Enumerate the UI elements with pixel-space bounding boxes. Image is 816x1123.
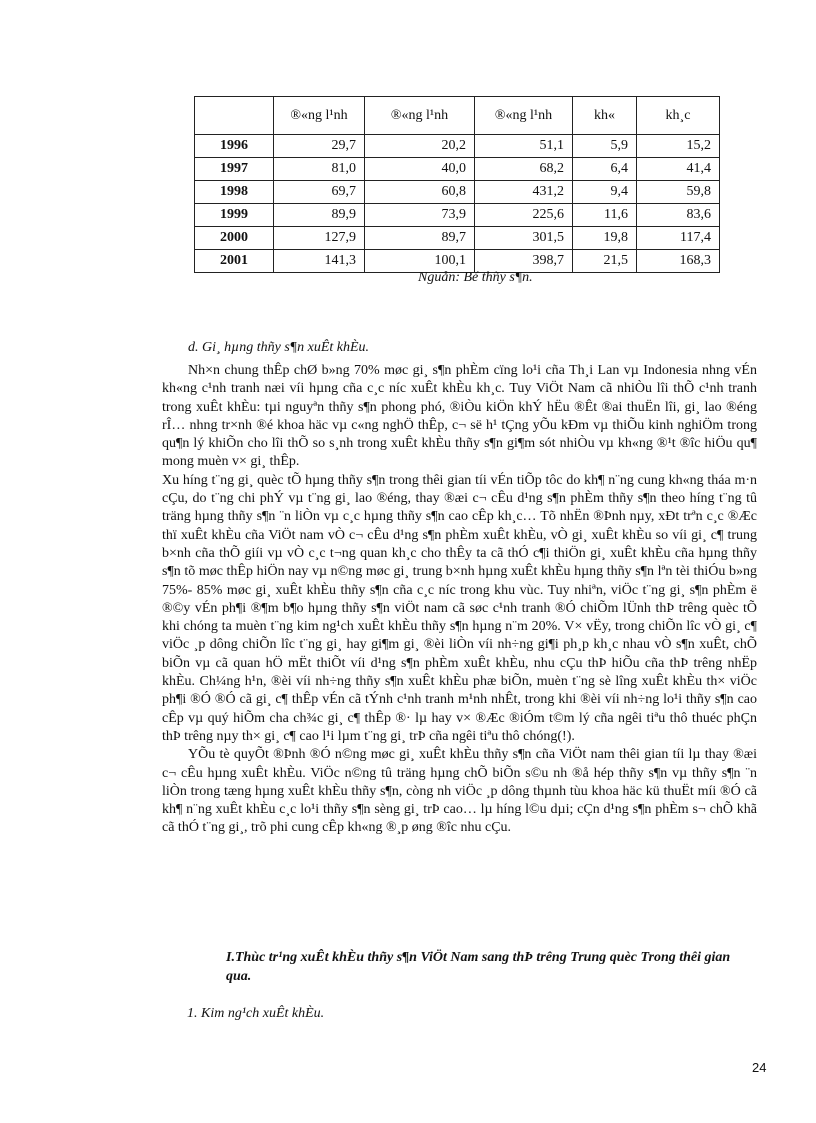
- export-table: [194, 96, 720, 273]
- value-cell: 51,1: [475, 135, 573, 158]
- value-cell: 83,6: [637, 204, 720, 227]
- value-cell: 225,6: [475, 204, 573, 227]
- table-header-cell: ®«ng l¹nh: [274, 97, 365, 135]
- section-1-heading: 1. Kim ng¹ch xuÊt khÈu.: [187, 1006, 325, 1021]
- table-row: [195, 181, 720, 204]
- value-cell: 5,9: [573, 135, 637, 158]
- value-cell: 6,4: [573, 158, 637, 181]
- year-cell: 1999: [195, 204, 274, 227]
- value-cell: 9,4: [573, 181, 637, 204]
- value-cell: 100,1: [365, 250, 475, 273]
- value-cell: 29,7: [274, 135, 365, 158]
- table-source-note: Nguån: Bé thñy s¶n.: [418, 270, 533, 285]
- table-header-cell: ®«ng l¹nh: [475, 97, 573, 135]
- export-table-container: [194, 96, 720, 273]
- value-cell: 117,4: [637, 227, 720, 250]
- value-cell: 127,9: [274, 227, 365, 250]
- table-row: [195, 227, 720, 250]
- value-cell: 81,0: [274, 158, 365, 181]
- table-header-cell: kh¸c: [637, 97, 720, 135]
- value-cell: 59,8: [637, 181, 720, 204]
- value-cell: 68,2: [475, 158, 573, 181]
- value-cell: 301,5: [475, 227, 573, 250]
- value-cell: 60,8: [365, 181, 475, 204]
- paragraph: YÕu tè quyÕt ®Þnh ®Ó n©ng møc gi¸ xuÊt khÈu thñy s¶n cña ViÖt nam thêi gian tíi lµ thay ®æi c¬ cÊu hµng xuÊt khÈu. ViÖc n©ng tû träng hµng chÕ biÕn s©u nh ®å hép thñy s¶n vµ thñy s¶n ¨n liÒn trong tæng hµng xuÊt khÈu thñy s¶n, còng nh viÖc ¸p dông thµnh tùu khoa häc kü thuËt míi ®Ó cã kh¶ n¨ng xuÊt khÈu c¸c lo¹i thñy s¶n sèng gi¸ trÞ cao… lµ híng l©u dµi; cÇn d¹ng s¶n phÈm s¬ chÕ khã cã thÓ t¨ng gi¸, trõ phi cung cÊp kh«ng ®¸p øng ®îc nhu cÇu.: [162, 747, 757, 836]
- value-cell: 69,7: [274, 181, 365, 204]
- paragraph: Nh×n chung thÊp chØ b»ng 70% møc gi¸ s¶n phÈm cïng lo¹i cña Th¸i Lan vµ Indonesia nhng vÉn kh«ng c¹nh tranh næi víi hµng cña c¸c níc xuÊt khÈu kh¸c. Tuy ViÖt Nam cã nhiÒu lîi thÕ c¹nh tranh trong xuÊt khÈu: tµi nguyªn thñy s¶n phong phó, ®iÒu kiÖn khÝ hËu ®Êt ®ai thuËn lîi, gi¸ lao ®éng rÎ… nhng tr×nh ®é khoa häc vµ c«ng nghÖ thÊp, c¬ së h¹ tÇng yÕu kÐm vµ thiÕu kinh nghiÖm trong qu¶n lý khiÕn cho lîi thÕ so s¸nh trong xuÊt khÈu thñy s¶n gi¶m sót nhiÒu vµ kh«ng ®¹t ®îc hiÖu qu¶ mong muèn v× gi¸ thÊp.: [162, 363, 757, 470]
- table-row: [195, 135, 720, 158]
- page-number: 24: [752, 1060, 767, 1075]
- section-I-heading: I.Thùc tr¹ng xuÊt khÈu thñy s¶n ViÖt Nam sang thÞ trêng Trung quèc Trong thêi gian qua.: [226, 950, 731, 984]
- paragraph: Xu híng t¨ng gi¸ quèc tÕ hµng thñy s¶n trong thêi gian tíi vÉn tiÕp tôc do kh¶ n¨ng cung kh«ng tháa m·n cÇu, do t¨ng chi phÝ vµ t¨ng gi¸ lao ®éng, thay ®æi c¬ cÊu d¹ng s¶n phÈm thñy s¶n theo híng t¨ng tû träng hµng thñy s¶n ¨n liÒn vµ c¸c hµng thñy s¶n cao cÊp kh¸c… Tõ nhËn ®Þnh nµy, xÐt trªn c¸c ®Æc thï xuÊt khÈu cña ViÖt nam vÒ c¬ cÊu d¹ng s¶n phÈm xuÊt khÈu, vÒ gi¸ xuÊt khÈu so víi gi¸ c¶ trung b×nh cña thÕ giíi vµ vÒ c¸c t¬ng quan kh¸c cho thÊy ta cã thÓ c¶i thiÖn gi¸ xuÊt khÈu cña hµng thñy s¶n tõ møc thÊp hiÖn nay vµ n©ng møc gi¸ trung b×nh hµng xuÊt khÈu hµng thñy s¶n lªn tèi thiÓu b»ng 75%- 85% møc gi¸ xuÊt khÈu thñy s¶n cña c¸c níc trong khu vùc. Tuy nhiªn, viÖc t¨ng gi¸ s¶n phÈm ë ®©y vÉn ph¶i ®¶m b¶o hµng thñy s¶n viÖt nam cã søc c¹nh tranh ®Ó chiÕm lÜnh thÞ trêng quèc tÕ khi chóng ta muèn t¨ng kim ng¹ch xuÊt khÈu thñy s¶n hµng n¨m 20%. V× vËy, trong chiÕn lîc vÒ gi¸ c¶ viÖc ¸p dông chiÕn lîc t¨ng gi¸ hay gi¶m gi¸ ®èi liÒn víi nh÷ng gi¶i ph¸p kh¸c nhau vÒ s¶n xuÊt, chÕ biÕn vµ cã quan hÖ mËt thiÕt víi d¹ng s¶n phÈm xuÊt khÈu, nhu cÇu thÞ hiÕu cña thÞ trêng nhËp khÈu. Ch¼ng h¹n, ®èi víi nh÷ng thñy s¶n xuÊt khÈu phæ biÕn, muèn t¨ng sè lîng xuÊt khÈu th× viÖc ph¶i ®Ó ®Ó cã gi¸ c¶ thÊp vÉn cã tÝnh c¹nh tranh m¹nh nhÊt, trong khi ®èi víi nh÷ng lo¹i thñy s¶n cao cÊp vµ quý hiÕm cha ch¾c gi¸ c¶ thÊp ®· lµ hay v× ®Æc ®iÓm t©m lý cña ngêi tiªu thô thuéc phÇn thÞ trêng nµy th× gi¸ c¶ cao l¹i lµm t¨ng gi¸ trÞ cña ngêi tiªu thô chóng(!).: [162, 472, 757, 744]
- table-header-row: [195, 97, 720, 135]
- year-cell: 2001: [195, 250, 274, 273]
- value-cell: 41,4: [637, 158, 720, 181]
- value-cell: 73,9: [365, 204, 475, 227]
- table-header-cell: [195, 97, 274, 135]
- year-cell: 1998: [195, 181, 274, 204]
- value-cell: 398,7: [475, 250, 573, 273]
- year-cell: 1996: [195, 135, 274, 158]
- year-cell: 1997: [195, 158, 274, 181]
- value-cell: 89,7: [365, 227, 475, 250]
- value-cell: 20,2: [365, 135, 475, 158]
- table-row: [195, 204, 720, 227]
- table-row: [195, 158, 720, 181]
- value-cell: 40,0: [365, 158, 475, 181]
- table-header-cell: ®«ng l¹nh: [365, 97, 475, 135]
- table-header-cell: kh«: [573, 97, 637, 135]
- body-text: [162, 362, 757, 838]
- value-cell: 168,3: [637, 250, 720, 273]
- value-cell: 141,3: [274, 250, 365, 273]
- value-cell: 89,9: [274, 204, 365, 227]
- value-cell: 11,6: [573, 204, 637, 227]
- year-cell: 2000: [195, 227, 274, 250]
- value-cell: 431,2: [475, 181, 573, 204]
- section-d-heading: d. Gi¸ hµng thñy s¶n xuÊt khÈu.: [188, 340, 370, 355]
- value-cell: 21,5: [573, 250, 637, 273]
- value-cell: 19,8: [573, 227, 637, 250]
- value-cell: 15,2: [637, 135, 720, 158]
